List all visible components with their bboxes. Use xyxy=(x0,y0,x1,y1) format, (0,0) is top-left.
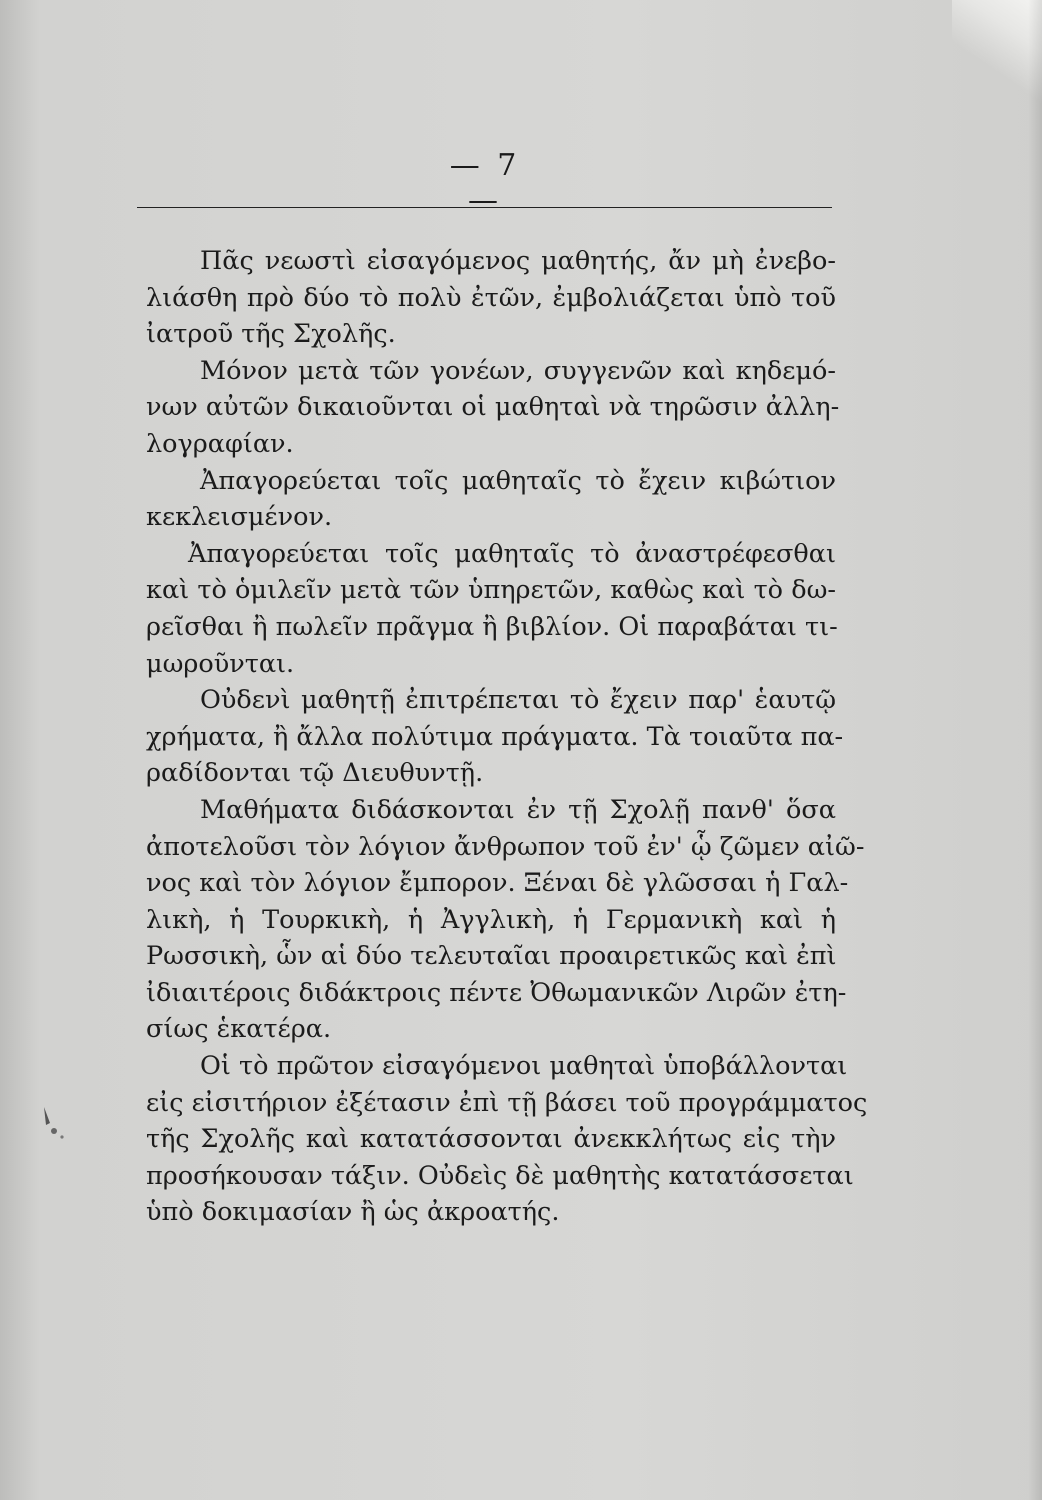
ink-speck-mark xyxy=(36,1105,76,1145)
text-line: λικὴ, ἡ Τουρκικὴ, ἡ Ἀγγλικὴ, ἡ Γερμανικὴ καὶ ἡ xyxy=(146,904,836,935)
text-line: ραδίδονται τῷ Διευθυντῇ. xyxy=(146,758,484,789)
text-line: σίως ἑκατέρα. xyxy=(146,1014,332,1045)
text-line: ἰατροῦ τῆς Σχολῆς. xyxy=(146,319,396,350)
text-line: Πᾶς νεωστὶ εἰσαγόμενος μαθητής, ἄν μὴ ἐνεβο- xyxy=(200,246,836,276)
text-line: ἀποτελοῦσι τὸν λόγιον ἄνθρωπον τοῦ ἐν' ᾧ ζῶμεν αἰῶ- xyxy=(146,831,865,862)
text-line: καὶ τὸ ὁμιλεῖν μετὰ τῶν ὑπηρετῶν, καθὼς καὶ τὸ δω- xyxy=(146,575,836,606)
text-line: νος καὶ τὸν λόγιον ἔμπορον. Ξέναι δὲ γλῶσσαι ἡ Γαλ- xyxy=(146,868,849,899)
text-line: μωροῦνται. xyxy=(146,648,295,679)
text-line: Μαθήματα διδάσκονται ἐν τῇ Σχολῇ πανθ' ὅσα xyxy=(200,794,836,825)
text-line: Ρωσσικὴ, ὧν αἱ δύο τελευταῖαι προαιρετικῶς καὶ ἐπὶ xyxy=(146,941,837,972)
text-line: ὑπὸ δοκιμασίαν ἢ ὡς ἀκροατής. xyxy=(146,1197,560,1228)
text-line: ἰδιαιτέροις διδάκτροις πέντε Ὀθωμανικῶν Λιρῶν ἐτη- xyxy=(146,977,847,1008)
text-line: εἰς εἰσιτήριον ἐξέτασιν ἐπὶ τῇ βάσει τοῦ προγράμματος xyxy=(146,1087,868,1118)
header-rule xyxy=(137,207,832,208)
text-line: Ἀπαγορεύεται τοῖς μαθηταῖς τὸ ἀναστρέφεσθαι xyxy=(188,538,836,569)
text-line: λογραφίαν. xyxy=(146,428,294,459)
body-text xyxy=(146,243,868,1231)
page-number: — 7 — xyxy=(449,148,521,218)
text-line: Οὐδενὶ μαθητῇ ἐπιτρέπεται τὸ ἔχειν παρ' ἑαυτῷ xyxy=(200,685,836,716)
text-line: τῆς Σχολῆς καὶ κατατάσσονται ἀνεκκλήτως εἰς τὴν xyxy=(146,1124,836,1155)
text-line: Οἱ τὸ πρῶτον εἰσαγόμενοι μαθηταὶ ὑποβάλλονται xyxy=(200,1051,848,1082)
text-line: Μόνον μετὰ τῶν γονέων, συγγενῶν καὶ κηδεμό- xyxy=(200,355,836,386)
text-line: κεκλεισμένον. xyxy=(146,502,333,533)
text-line: νων αὐτῶν δικαιοῦνται οἱ μαθηταὶ νὰ τηρῶσιν ἀλλη- xyxy=(146,392,840,423)
text-line: ρεῖσθαι ἢ πωλεῖν πρᾶγμα ἢ βιβλίον. Οἱ παραβάται τι- xyxy=(146,611,838,642)
text-line: χρήματα, ἢ ἄλλα πολύτιμα πράγματα. Τὰ τοιαῦτα πα- xyxy=(146,721,844,752)
page-corner-curl xyxy=(952,0,1042,110)
text-line: λιάσθη πρὸ δύο τὸ πολὺ ἐτῶν, ἐμβολιάζεται ὑπὸ τοῦ xyxy=(146,282,836,313)
text-line: προσήκουσαν τάξιν. Οὐδεὶς δὲ μαθητὴς κατατάσσεται xyxy=(146,1160,854,1191)
text-line: Ἀπαγορεύεται τοῖς μαθηταῖς τὸ ἔχειν κιβώτιον xyxy=(200,465,836,496)
page-edge-shadow xyxy=(1028,0,1042,1500)
